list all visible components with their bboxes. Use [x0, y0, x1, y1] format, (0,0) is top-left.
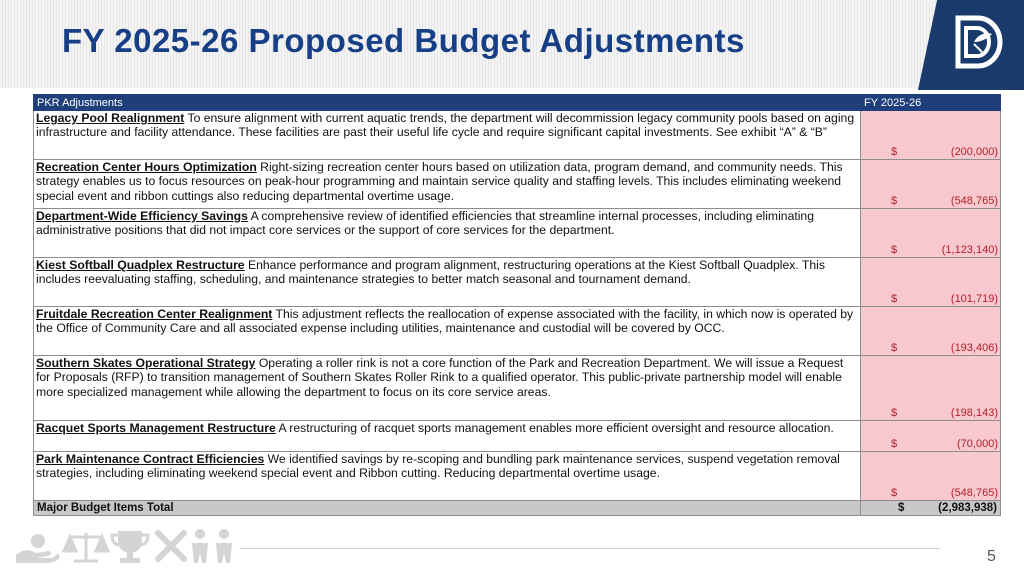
total-currency-symbol: $	[898, 502, 905, 514]
total-row	[34, 501, 1001, 516]
row-text: We identified savings by re-scoping and bundling park maintenance services, suspend vegetation removal strategies, including eliminating weekend special event and Ribbon cutting. Reducing departmental overtime usage.	[36, 452, 840, 481]
row-heading: Fruitdale Recreation Center Realignment	[36, 307, 273, 321]
row-description	[34, 209, 861, 258]
row-text: Right-sizing recreation center hours based on utilization data, program demand, and community needs. This strategy enables us to focus resources on peak-hour programming and maintain service quality and staffing levels. This includes eliminating weekend special event and ribbon cuttings also reducing departmental overtime usage.	[36, 160, 843, 203]
table-row	[34, 356, 1001, 421]
row-description	[34, 307, 861, 356]
table-row	[34, 307, 1001, 356]
row-text: A restructuring of racquet sports management enables more efficient oversight and resource allocation.	[275, 421, 834, 435]
row-amount: (548,765)	[950, 487, 998, 499]
row-description	[34, 421, 861, 452]
row-amount-cell	[861, 307, 1001, 356]
row-amount-cell	[861, 356, 1001, 421]
row-heading: Park Maintenance Contract Efficiencies	[36, 452, 265, 466]
column-header-fiscal-year: FY 2025-26	[861, 95, 1001, 111]
currency-symbol: $	[891, 438, 898, 450]
row-amount: (1,123,140)	[941, 244, 998, 256]
table-row	[34, 258, 1001, 307]
row-text: To ensure alignment with current aquatic trends, the department will decommission legacy community pools based on aging infrastructure and facility attendance. These facilities are past their useful life cycle and require significant capital investments. See exhibit “A” & “B”	[36, 111, 855, 140]
row-amount-cell	[861, 160, 1001, 209]
scales-of-justice-icon	[64, 533, 108, 561]
row-text: Enhance performance and program alignment, restructuring operations at the Kiest Softball Quadplex. This includes reevaluating staffing, scheduling, and maintenance strategies to better match seasonal and tournament demand.	[36, 258, 825, 287]
row-heading: Kiest Softball Quadplex Restructure	[36, 258, 245, 272]
row-amount: (193,406)	[950, 342, 998, 354]
row-text: This adjustment reflects the reallocation of expense associated with the facility, in which now is operated by the Office of Community Care and all associated expense including utilities, maintenance and custodial will be covered by OCC.	[36, 307, 854, 336]
row-text: A comprehensive review of identified efficiencies that streamline internal processes, including eliminating administrative positions that did not impact core services or the support of core services for the department.	[36, 209, 814, 238]
row-description	[34, 258, 861, 307]
row-amount-cell	[861, 452, 1001, 501]
row-description	[34, 160, 861, 209]
crossed-hands-icon	[158, 533, 184, 559]
currency-symbol: $	[891, 146, 898, 158]
row-heading: Legacy Pool Realignment	[36, 111, 185, 125]
total-label: Major Budget Items Total	[34, 501, 861, 516]
row-amount: (548,765)	[950, 195, 998, 207]
table-row	[34, 209, 1001, 258]
row-amount: (198,143)	[950, 407, 998, 419]
currency-symbol: $	[891, 244, 898, 256]
currency-symbol: $	[891, 195, 898, 207]
table-row	[34, 421, 1001, 452]
currency-symbol: $	[891, 342, 898, 354]
row-amount: (101,719)	[950, 293, 998, 305]
table-row	[34, 160, 1001, 209]
row-heading: Southern Skates Operational Strategy	[36, 356, 256, 370]
row-amount-cell	[861, 258, 1001, 307]
row-heading: Department-Wide Efficiency Savings	[36, 209, 248, 223]
row-amount-cell	[861, 209, 1001, 258]
row-heading: Recreation Center Hours Optimization	[36, 160, 257, 174]
row-amount: (70,000)	[957, 438, 998, 450]
page-title: FY 2025-26 Proposed Budget Adjustments	[62, 22, 745, 59]
table-header-row	[34, 95, 1001, 111]
row-heading: Racquet Sports Management Restructure	[36, 421, 276, 435]
trophy-icon	[112, 531, 148, 563]
currency-symbol: $	[891, 407, 898, 419]
table-row	[34, 111, 1001, 160]
row-text: Operating a roller rink is not a core function of the Park and Recreation Department. We will issue a Request for Proposals (RFP) to transition management of Southern Skates Roller Rink to a qualified operator. This public-private partnership model will enable more specialized management while allowing the department to focus on its core service areas.	[36, 356, 844, 399]
row-description	[34, 452, 861, 501]
column-header-adjustments: PKR Adjustments	[34, 95, 861, 111]
helping-hand-icon	[16, 534, 60, 563]
table-row	[34, 452, 1001, 501]
currency-symbol: $	[891, 293, 898, 305]
people-icon	[192, 529, 232, 563]
total-amount-cell	[861, 501, 1001, 516]
row-amount: (200,000)	[950, 146, 998, 158]
page-number: 5	[987, 548, 996, 565]
row-amount-cell	[861, 111, 1001, 160]
footer-icons	[14, 527, 240, 565]
budget-table-container	[33, 94, 1000, 516]
total-amount: (2,983,938)	[938, 502, 997, 514]
row-description	[34, 111, 861, 160]
footer-divider	[240, 548, 940, 549]
currency-symbol: $	[891, 487, 898, 499]
row-amount-cell	[861, 421, 1001, 452]
dallas-logo-icon	[952, 14, 1004, 70]
row-description	[34, 356, 861, 421]
budget-adjustments-table	[33, 94, 1001, 516]
